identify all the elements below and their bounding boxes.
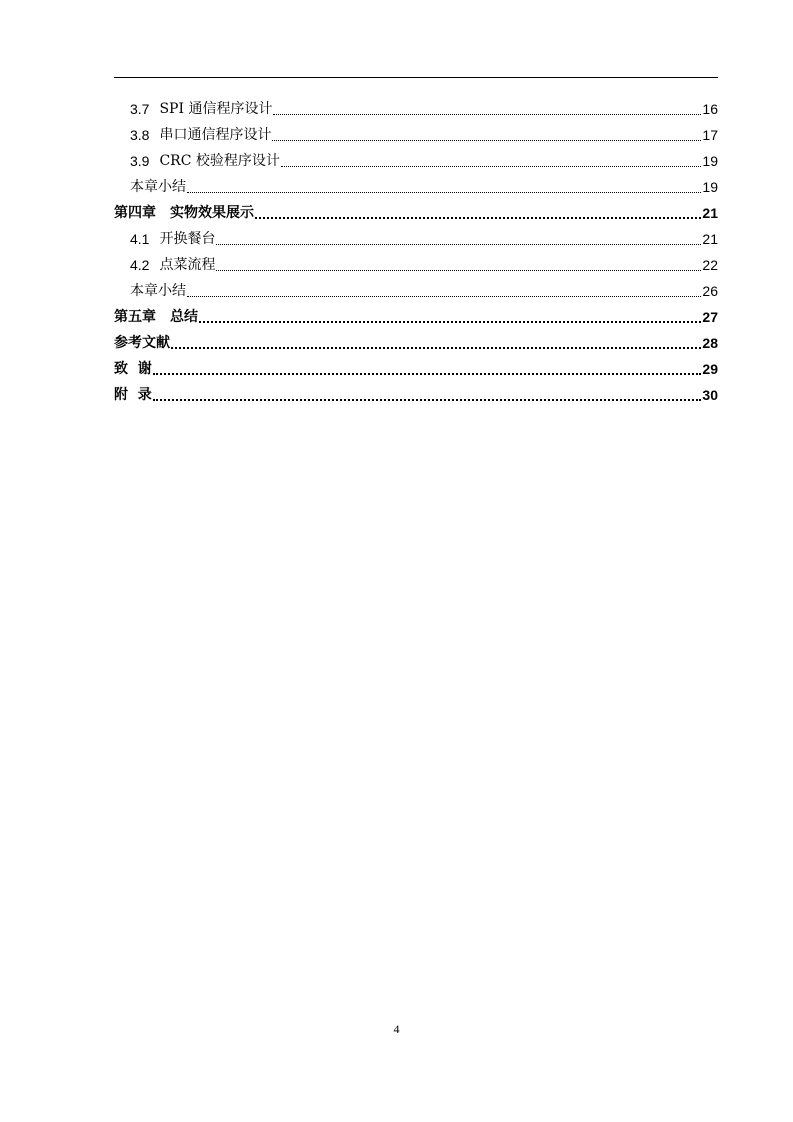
toc-entry-chapter3-summary[interactable] [114,172,718,198]
toc-entry-title: 开换餐台 [159,231,216,247]
dot-leader [153,373,702,375]
toc-entry-page: 17 [702,127,718,143]
toc-entry-title: 附 录 [114,387,152,403]
toc-entry-page: 29 [702,361,718,377]
toc-entry-title: 本章小结 [130,179,186,195]
toc-entry-chapter-4[interactable] [114,198,718,224]
toc-entry-appendix[interactable] [114,380,718,406]
toc-entry-page: 21 [702,205,718,221]
toc-entry-title: CRC 校验程序设计 [159,153,280,169]
dot-leader [216,270,701,271]
toc-entry-3-9[interactable] [114,146,718,172]
toc-entry-page: 26 [702,283,718,299]
toc-entry-3-8[interactable] [114,120,718,146]
toc-entry-page: 30 [702,387,718,403]
toc-entry-page: 19 [702,153,718,169]
toc-entry-chapter-5[interactable] [114,302,718,328]
dot-leader [153,399,702,401]
toc-entry-title: SPI 通信程序设计 [159,101,273,117]
dot-leader [216,244,701,245]
toc-entry-page: 22 [702,257,718,273]
dot-leader [199,321,701,323]
toc-entry-title: 第四章 实物效果展示 [114,205,254,221]
toc-entry-title: 致 谢 [114,361,152,377]
toc-entry-title: 第五章 总结 [114,309,198,325]
toc-entry-title: 本章小结 [130,283,186,299]
toc-entry-number: 3.7 [130,101,150,117]
toc-entry-title: 点菜流程 [159,257,216,273]
header-rule [114,77,718,78]
toc-entry-number: 4.2 [130,257,150,273]
toc-entry-page: 21 [702,231,718,247]
dot-leader [273,114,701,115]
toc-entry-number: 3.8 [130,127,150,143]
toc-entry-title: 参考文献 [114,335,170,351]
toc-entry-page: 16 [702,101,718,117]
toc-entry-title: 串口通信程序设计 [159,127,272,143]
dot-leader [187,192,701,193]
dot-leader [281,166,702,167]
dot-leader [272,140,701,141]
toc-entry-references[interactable] [114,328,718,354]
toc-entry-number: 4.1 [130,231,150,247]
dot-leader [171,347,701,349]
toc-entry-page: 19 [702,179,718,195]
toc-entry-number: 3.9 [130,153,150,169]
dot-leader [187,296,701,297]
toc-entry-4-2[interactable] [114,250,718,276]
toc-entry-4-1[interactable] [114,224,718,250]
dot-leader [255,217,701,219]
toc-entry-3-7[interactable] [114,94,718,120]
table-of-contents [114,94,718,406]
page-number: 4 [393,1022,400,1036]
toc-entry-acknowledgements[interactable] [114,354,718,380]
toc-entry-page: 28 [702,335,718,351]
toc-entry-chapter4-summary[interactable] [114,276,718,302]
toc-entry-page: 27 [702,309,718,325]
